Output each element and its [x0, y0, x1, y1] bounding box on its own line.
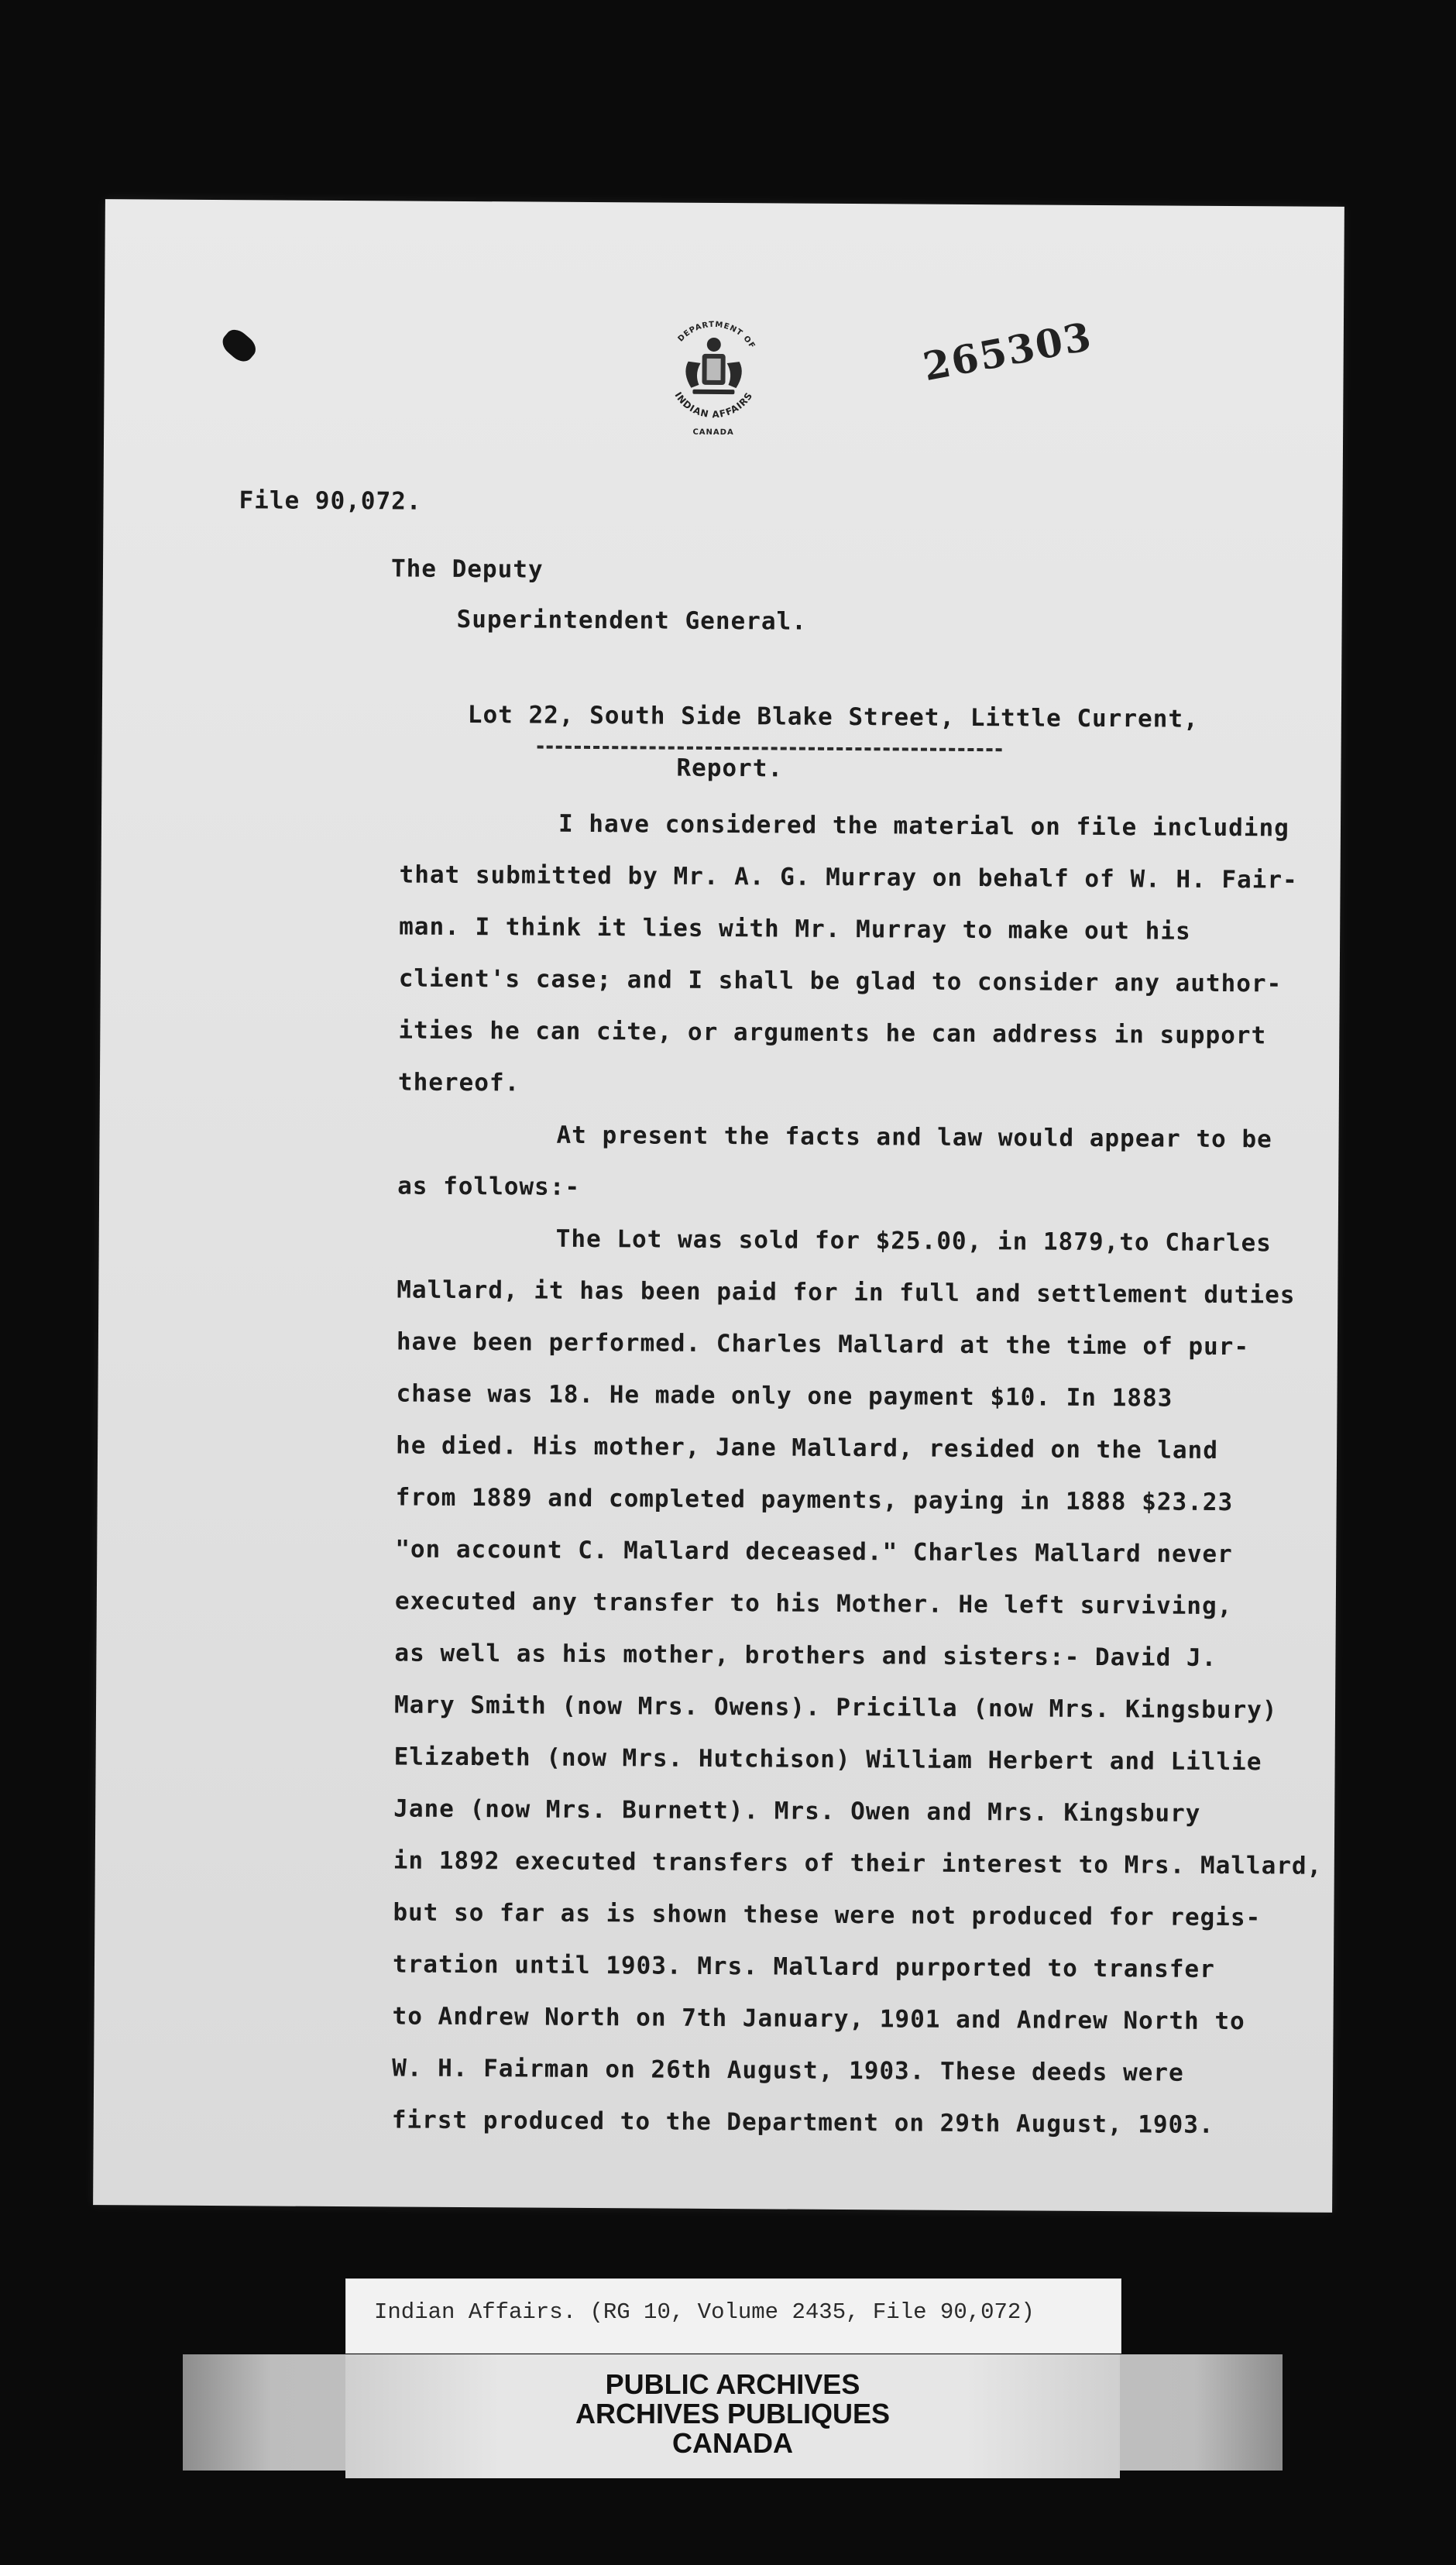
crest-top-text: DEPARTMENT OF — [676, 320, 757, 351]
body-line: tration until 1903. Mrs. Mallard purported to transfer — [392, 1950, 1215, 1983]
body-line: At present the facts and law would appear to be — [556, 1121, 1272, 1154]
body-line: Mallard, it has been paid for in full and settlement duties — [397, 1276, 1296, 1310]
body-line: chase was 18. He made only one payment $10. In 1883 — [396, 1379, 1173, 1413]
stamp-number: 265303 — [919, 313, 1097, 390]
body-line: The Lot was sold for $25.00, in 1879,to Charles — [555, 1224, 1272, 1258]
body-line: but so far as is shown these were not produced for regis- — [393, 1898, 1262, 1932]
svg-text:INDIAN AFFAIRS — [672, 390, 755, 421]
addressee-line-2: Superintendent General. — [456, 605, 807, 636]
body-line: as follows:- — [397, 1172, 581, 1201]
subject-underline — [537, 746, 1002, 752]
archive-stamp-line-2: ARCHIVES PUBLIQUES — [575, 2398, 891, 2429]
archive-stamp-line-3: CANADA — [672, 2427, 793, 2459]
page-text — [93, 199, 1344, 2213]
body-line: I have considered the material on file including — [558, 809, 1289, 843]
archive-reference-label — [345, 2278, 1121, 2354]
crest-bottom-text: INDIAN AFFAIRS — [672, 390, 755, 421]
body-line: W. H. Fairman on 26th August, 1903. These deeds were — [392, 2054, 1184, 2087]
file-reference: File 90,072. — [239, 486, 422, 516]
body-line: he died. His mother, Jane Mallard, resided on the land — [395, 1431, 1219, 1464]
subject-line: Lot 22, South Side Blake Street, Little Current, — [467, 701, 1199, 733]
body-line: Mary Smith (now Mrs. Owens). Pricilla (now Mrs. Kingsbury) — [393, 1691, 1278, 1725]
body-line: ities he can cite, or arguments he can address in support — [398, 1016, 1267, 1050]
body-line: have been performed. Charles Mallard at the time of pur- — [396, 1327, 1250, 1361]
body-line: in 1892 executed transfers of their interest to Mrs. Mallard, — [393, 1846, 1323, 1880]
subtitle: Report. — [676, 754, 784, 783]
body-line: first produced to the Department on 29th August, 1903. — [391, 2106, 1214, 2139]
body-line: as well as his mother, brothers and sisters:- David J. — [394, 1639, 1217, 1672]
body-line: Elizabeth (now Mrs. Hutchison) William Herbert and Lillie — [393, 1743, 1262, 1777]
punch-hole — [218, 325, 260, 366]
body-line: that submitted by Mr. A. G. Murray on behalf of W. H. Fair- — [399, 860, 1298, 894]
document-page — [93, 199, 1344, 2213]
body-line: to Andrew North on 7th January, 1901 and Andrew North to — [392, 2002, 1245, 2036]
archive-stamp-line-1: PUBLIC ARCHIVES — [605, 2368, 860, 2400]
archive-stamp — [345, 2354, 1120, 2478]
crest-sub-text: CANADA — [692, 428, 734, 438]
archive-reference-text: Indian Affairs. (RG 10, Volume 2435, File 90,072) — [374, 2299, 1035, 2325]
letter-body — [392, 797, 1330, 2151]
addressee-line-1: The Deputy — [390, 555, 544, 584]
body-line: "on account C. Mallard deceased." Charles Mallard never — [395, 1535, 1233, 1569]
body-line: man. I think it lies with Mr. Murray to make out his — [399, 912, 1191, 946]
body-line: thereof. — [397, 1068, 520, 1097]
body-line: executed any transfer to his Mother. He left surviving, — [394, 1587, 1233, 1621]
body-line: Jane (now Mrs. Burnett). Mrs. Owen and Mrs. Kingsbury — [393, 1794, 1201, 1828]
body-line: from 1889 and completed payments, paying in 1888 $23.23 — [395, 1483, 1234, 1517]
body-line: client's case; and I shall be glad to consider any author- — [398, 964, 1283, 998]
department-crest-icon — [655, 314, 772, 439]
